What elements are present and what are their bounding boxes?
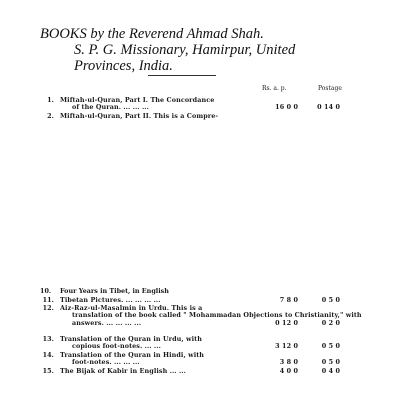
entry-postage: 0 5 0: [321, 358, 340, 367]
entry-price: 0 12 0: [275, 318, 298, 327]
entry-line: The Bijak of Kabir in English ... ...: [60, 367, 186, 375]
postage-column-header: Postage: [318, 85, 342, 92]
entry-line: of the Quran. ... ... ...: [72, 103, 149, 112]
entry-line: Miftah-ul-Quran, Part II. This is a Compre-: [60, 112, 219, 120]
entry-title: [60, 336, 258, 351]
title-line-2: S. P. G. Missionary, Hamirpur, United: [74, 42, 296, 58]
entry-price: 3 12 0: [275, 342, 298, 351]
entry-price: 16 0 0: [275, 103, 298, 112]
entry-number: 2.: [47, 112, 54, 120]
entry-line: foot-notes. ... ... ...: [72, 358, 140, 367]
entry-postage: 0 5 0: [321, 296, 340, 304]
entry-title: [60, 97, 258, 112]
title-line-1: BOOKS by the Reverend Ahmad Shah.: [40, 26, 264, 42]
entry-line: Miftah-ul-Quran, Part I. The Concordance: [60, 96, 215, 104]
entry-number: 15.: [42, 367, 54, 375]
entry-number: 11.: [42, 296, 54, 304]
entry-postage: 0 2 0: [321, 318, 340, 327]
entry-line: copious foot-notes. ... ...: [72, 342, 161, 351]
entry-postage: 0 14 0: [317, 103, 340, 112]
clipped-entry-number: 10.: [40, 287, 52, 295]
entry-line: Tibetan Pictures. ... ... ... ...: [60, 296, 161, 304]
entry-price: 7 8 0: [279, 296, 298, 304]
entry-line: Translation of the Quran in Urdu, with: [60, 335, 202, 343]
entry-line: translation of the book called " Mohammadan Objections to Christianity," with: [72, 311, 362, 320]
price-column-header: Rs. a. p.: [262, 85, 287, 92]
entry-price: 3 8 0: [279, 358, 298, 367]
entry-number: 14.: [42, 351, 54, 359]
entry-line: answers. ... ... ... ...: [72, 318, 142, 327]
entry-number: 12.: [42, 304, 54, 312]
entry-postage: 0 5 0: [321, 342, 340, 351]
entry-line: Aiz-Raz-ul-Masalmin in Urdu. This is a: [60, 304, 203, 312]
entry-title: [60, 352, 258, 367]
entry-title: [60, 368, 258, 375]
entry-price: 4 0 0: [279, 367, 298, 375]
title-line-3: Provinces, India.: [74, 58, 173, 74]
clipped-entry-fragment: [40, 287, 350, 295]
entry-number: 13.: [42, 335, 54, 343]
entry-postage: 0 4 0: [321, 367, 340, 375]
entry-line: Translation of the Quran in Hindi, with: [60, 351, 205, 359]
entry-number: 1.: [47, 96, 54, 104]
clipped-entry-text: Four Years in Tibet, in English: [60, 287, 169, 295]
entry-title: [60, 113, 258, 120]
